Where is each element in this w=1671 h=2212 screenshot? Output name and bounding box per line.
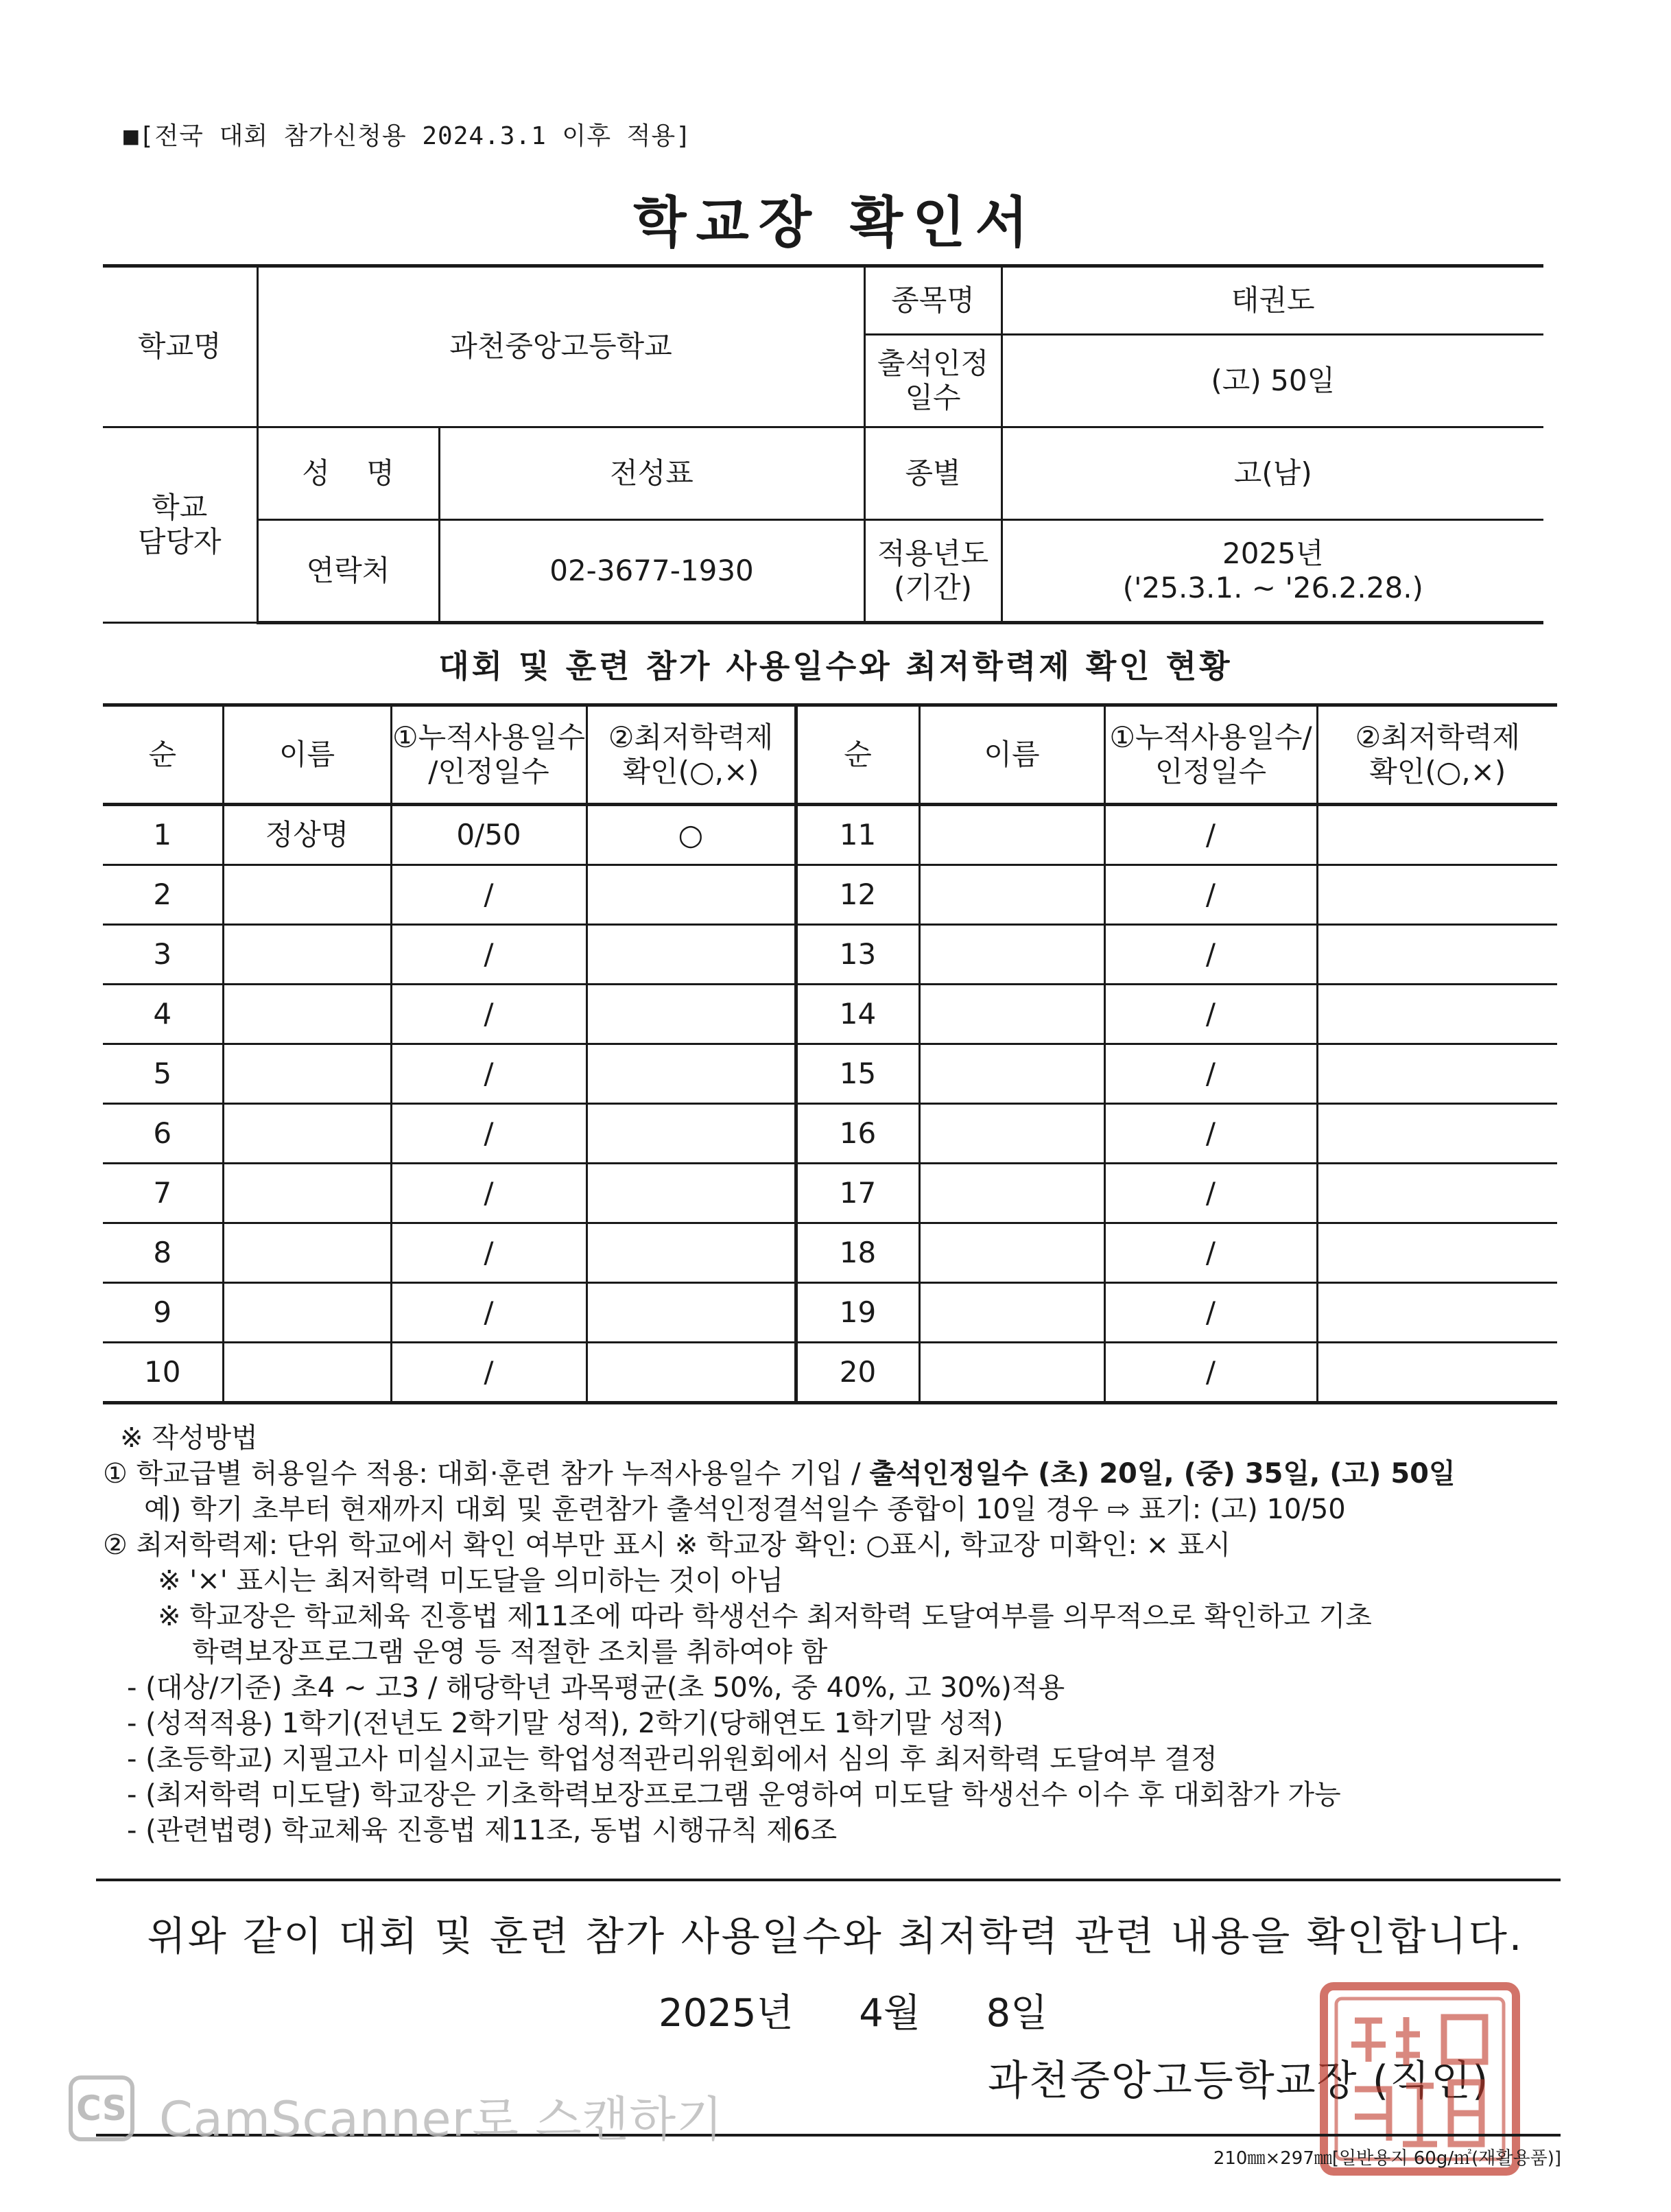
cell-check [586, 1164, 796, 1223]
cell-days: / [1104, 925, 1317, 985]
cell-no: 18 [796, 1223, 919, 1283]
cell-no: 12 [796, 865, 919, 925]
divider-line [96, 1879, 1561, 1881]
camscanner-logo-icon: CS [69, 2075, 134, 2141]
cell-check [586, 1283, 796, 1343]
sport-label: 종목명 [864, 266, 1002, 335]
instructions-heading: ※ 작성방법 [120, 1422, 258, 1454]
table-row [103, 985, 1557, 1044]
school-info-table [103, 264, 1543, 624]
cell-name [919, 1104, 1104, 1164]
header-used-days-right: ①누적사용일수/ 인정일수 [1104, 705, 1317, 805]
cell-check [586, 1044, 796, 1104]
confirmation-date: 2025년 4월 8일 [659, 1991, 1048, 2036]
table-row [103, 925, 1557, 985]
detail-elementary: - (초등학교) 지필고사 미실시교는 학업성적관리위원회에서 심의 후 최저학력 도달여부 결정 [127, 1743, 1218, 1775]
cell-check [586, 1343, 796, 1403]
header-no-right: 순 [796, 705, 919, 805]
cell-name [919, 1283, 1104, 1343]
header-name: 이름 [223, 705, 391, 805]
cell-days: 0/50 [391, 805, 586, 865]
table-row [103, 1223, 1557, 1283]
principal-signature-line: 과천중앙고등학교장 (직인) [988, 2057, 1490, 2105]
cell-name [919, 865, 1104, 925]
cell-name [919, 925, 1104, 985]
detail-target: - (대상/기준) 초4 ~ 고3 / 해당학년 과목평균(초 50%, 중 40%, 고 30%)적용 [127, 1672, 1065, 1704]
cell-check [586, 985, 796, 1044]
table-row [103, 1343, 1557, 1403]
header-name-right: 이름 [919, 705, 1104, 805]
contact-label: 연락처 [257, 520, 439, 623]
manager-name-value: 전성표 [439, 427, 864, 520]
cell-check [586, 865, 796, 925]
application-year-value: 2025년 ('25.3.1. ~ '26.2.28.) [1002, 520, 1543, 623]
cell-no: 6 [103, 1104, 223, 1164]
cell-check [1317, 1164, 1557, 1223]
cell-check [1317, 985, 1557, 1044]
school-name-label: 학교명 [103, 266, 257, 427]
cell-days: / [1104, 865, 1317, 925]
cell-no: 9 [103, 1283, 223, 1343]
cell-days: / [1104, 1044, 1317, 1104]
cell-days: / [391, 925, 586, 985]
cell-no: 3 [103, 925, 223, 985]
detail-not-reached: - (최저학력 미도달) 학교장은 기초학력보장프로그램 운영하여 미도달 학생선수 이수 후 대회참가 가능 [127, 1779, 1341, 1811]
header-min-academic-check-right: ②최저학력제 확인(○,×) [1317, 705, 1557, 805]
cell-no: 10 [103, 1343, 223, 1403]
cell-no: 13 [796, 925, 919, 985]
header-used-days: ①누적사용일수 /인정일수 [391, 705, 586, 805]
cell-no: 8 [103, 1223, 223, 1283]
status-section-title: 대회 및 훈련 참가 사용일수와 최저학력제 확인 현황 [438, 648, 1233, 685]
cell-no: 7 [103, 1164, 223, 1223]
cell-check [1317, 865, 1557, 925]
attendance-days-label: 출석인정 일수 [864, 335, 1002, 427]
table-row [103, 1164, 1557, 1223]
cell-name [919, 985, 1104, 1044]
cell-days: / [391, 1223, 586, 1283]
cell-days: / [1104, 985, 1317, 1044]
application-year-label: 적용년도 (기간) [864, 520, 1002, 623]
cell-check [1317, 805, 1557, 865]
camscanner-watermark [69, 2075, 823, 2148]
cell-name [223, 1104, 391, 1164]
cell-days: / [391, 1104, 586, 1164]
attendance-days-value: (고) 50일 [1002, 335, 1543, 427]
cell-name [223, 1283, 391, 1343]
confirmation-statement: 위와 같이 대회 및 훈련 참가 사용일수와 최저학력 관련 내용을 확인합니다. [147, 1913, 1524, 1960]
cell-days: / [1104, 1223, 1317, 1283]
header-min-academic-check: ②최저학력제 확인(○,×) [586, 705, 796, 805]
cell-name [919, 805, 1104, 865]
cell-days: / [391, 865, 586, 925]
cell-no: 15 [796, 1044, 919, 1104]
cell-no: 14 [796, 985, 919, 1044]
cell-days: / [1104, 1164, 1317, 1223]
cell-name: 정상명 [223, 805, 391, 865]
instruction-2: ② 최저학력제: 단위 학교에서 확인 여부만 표시 ※ 학교장 확인: ○표시, 학교장 미확인: × 표시 [103, 1529, 1231, 1561]
detail-grades: - (성적적용) 1학기(전년도 2학기말 성적), 2학기(당해연도 1학기말 성적) [127, 1708, 1004, 1739]
cell-check [1317, 1283, 1557, 1343]
cell-name [919, 1164, 1104, 1223]
cell-days: / [391, 1343, 586, 1403]
table-row [103, 865, 1557, 925]
paper-spec-footnote: 210㎜×297㎜[일반용지 60g/㎡(재활용품)] [1213, 2148, 1561, 2169]
table-row [103, 1044, 1557, 1104]
contact-value: 02-3677-1930 [439, 520, 864, 623]
status-body [103, 805, 1557, 1403]
cell-days: / [391, 985, 586, 1044]
instruction-1-bold: 출석인정일수 (초) 20일, (중) 35일, (고) 50일 [869, 1458, 1456, 1490]
cell-check [1317, 1223, 1557, 1283]
cell-name [919, 1343, 1104, 1403]
cell-name [223, 1044, 391, 1104]
cell-check [586, 1104, 796, 1164]
cell-name [919, 1223, 1104, 1283]
cell-no: 20 [796, 1343, 919, 1403]
cell-no: 5 [103, 1044, 223, 1104]
cell-no: 4 [103, 985, 223, 1044]
cell-no: 16 [796, 1104, 919, 1164]
document-title: 학교장 확인서 [633, 191, 1038, 255]
cell-name [223, 985, 391, 1044]
instruction-3: ※ '×' 표시는 최저학력 미도달을 의미하는 것이 아님 [158, 1565, 784, 1597]
cell-days: / [391, 1164, 586, 1223]
cell-no: 17 [796, 1164, 919, 1223]
instruction-4: ※ 학교장은 학교체육 진흥법 제11조에 따라 학생선수 최저학력 도달여부를 의무적으로 확인하고 기초 [158, 1601, 1372, 1632]
school-manager-label: 학교 담당자 [103, 427, 257, 623]
participation-status-table [103, 703, 1557, 1404]
table-row [103, 805, 1557, 865]
instruction-1-example: 예) 학기 초부터 현재까지 대회 및 훈련참가 출석인정결석일수 종합이 10일 경우 ⇨ 표기: (고) 10/50 [144, 1494, 1346, 1525]
cell-name [223, 1343, 391, 1403]
cell-check [1317, 1343, 1557, 1403]
cell-no: 2 [103, 865, 223, 925]
cell-days: / [1104, 1104, 1317, 1164]
category-label: 종별 [864, 427, 1002, 520]
status-header-row [103, 705, 1557, 805]
cell-name [223, 1223, 391, 1283]
cell-name [223, 865, 391, 925]
cell-no: 1 [103, 805, 223, 865]
header-no: 순 [103, 705, 223, 805]
instruction-4-cont: 학력보장프로그램 운영 등 적절한 조치를 취하여야 함 [192, 1636, 828, 1668]
manager-name-label: 성 명 [257, 427, 439, 520]
instruction-1: ① 학교급별 허용일수 적용: 대회·훈련 참가 누적사용일수 기입 / 출석인정일수 (초) 20일, (중) 35일, (고) 50일 [103, 1458, 1456, 1490]
cell-check [1317, 1044, 1557, 1104]
cell-no: 19 [796, 1283, 919, 1343]
cell-name [223, 925, 391, 985]
camscanner-watermark-text: CamScanner로 스캔하기 [159, 2091, 724, 2148]
form-usage-note: ■[전국 대회 참가신청용 2024.3.1 이후 적용] [123, 122, 691, 150]
cell-days: / [1104, 805, 1317, 865]
cell-days: / [1104, 1343, 1317, 1403]
cell-name [223, 1164, 391, 1223]
table-row [103, 1283, 1557, 1343]
cell-days: / [1104, 1283, 1317, 1343]
cell-days: / [391, 1044, 586, 1104]
cell-check [586, 1223, 796, 1283]
cell-check: ○ [586, 805, 796, 865]
school-name-value: 과천중앙고등학교 [257, 266, 864, 427]
cell-no: 11 [796, 805, 919, 865]
cell-days: / [391, 1283, 586, 1343]
cell-check [1317, 1104, 1557, 1164]
writing-instructions [103, 1420, 1564, 1848]
sport-value: 태권도 [1002, 266, 1543, 335]
cell-check [1317, 925, 1557, 985]
category-value: 고(남) [1002, 427, 1543, 520]
cell-check [586, 925, 796, 985]
detail-laws: - (관련법령) 학교체육 진흥법 제11조, 동법 시행규칙 제6조 [127, 1815, 838, 1846]
cell-name [919, 1044, 1104, 1104]
table-row [103, 1104, 1557, 1164]
